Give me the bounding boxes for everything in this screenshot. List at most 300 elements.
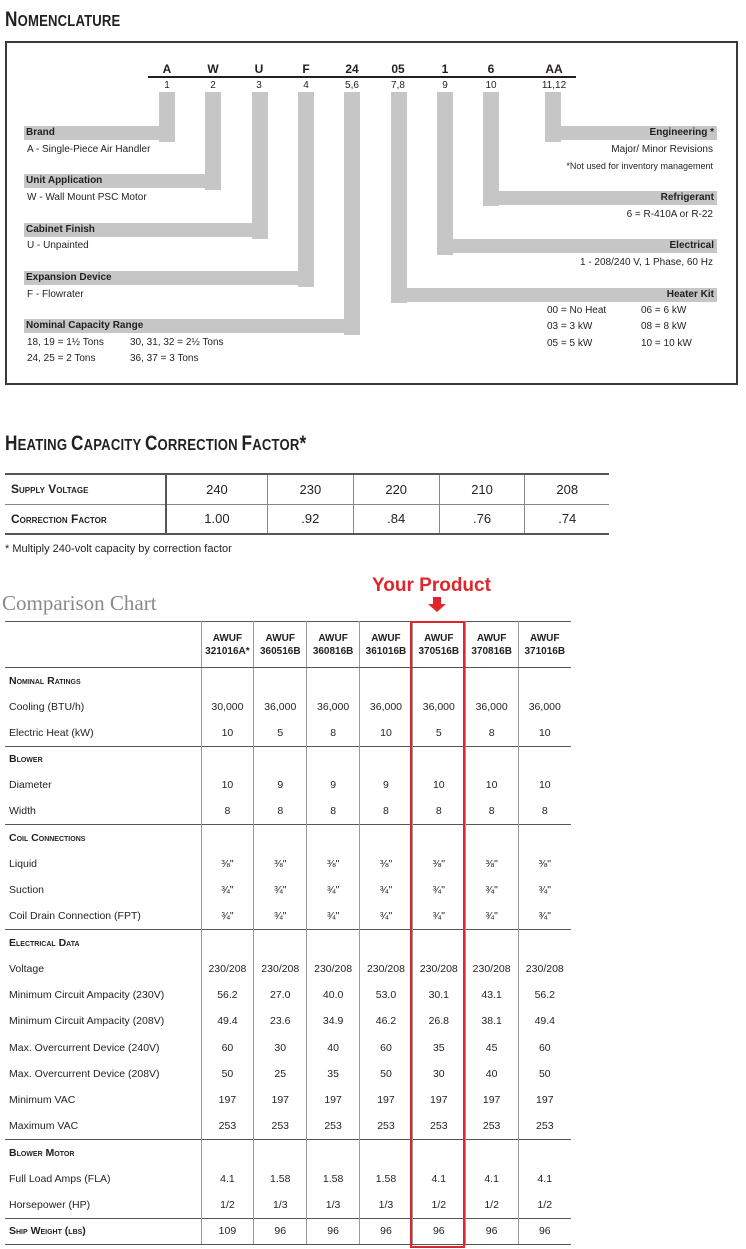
value-cell: 1/2 [537,1198,553,1211]
model-header [412,622,465,668]
label-heater-line6: 10 = 10 kW [641,338,692,349]
code-position-number: 11,12 [541,80,567,91]
model-series: AWUF [476,632,507,644]
value-cell: 230/208 [307,956,360,982]
section-blank-cell [254,1140,307,1166]
value-cell: 8 [360,798,413,824]
code-position-number: 1 [164,80,170,91]
value-cell: 8 [307,720,360,746]
section-heading: Coil Connections [5,825,201,851]
factor-cell: .92 [267,504,353,534]
value-cell: ¾" [360,903,413,929]
connector-heater [391,92,407,303]
section-blank-cell [465,930,518,956]
row-label: Diameter [5,772,201,798]
table-row [5,956,571,982]
value-cell: 5 [412,720,465,746]
section-row [5,668,571,694]
value-cell: 10 [201,772,254,798]
value-cell: 96 [518,1218,571,1244]
value-cell: 50 [201,1061,254,1087]
nomenclature-title: NOMENCLATURE [5,8,121,31]
heating-title-part: C [144,432,158,455]
value-cell: 1.58 [360,1166,413,1192]
row-label: Minimum Circuit Ampacity (230V) [5,982,201,1008]
comparison-title: Comparison Chart [2,591,157,615]
ship-weight-row [5,1218,571,1244]
value-cell: 230/208 [412,956,465,982]
value-cell: 50 [360,1061,413,1087]
value-cell: 253 [465,1113,518,1139]
value-cell: 197 [536,1094,554,1107]
section-blank-cell [307,668,360,694]
section-blank-cell [412,746,465,772]
value-cell: 8 [541,805,548,818]
value-cell: 197 [254,1087,307,1113]
value-cell: ¾" [465,877,518,903]
value-cell: 10 [412,772,465,798]
code-letter: AA [545,62,563,76]
section-row [5,825,571,851]
section-blank-cell [201,1140,254,1166]
comparison-table [5,621,571,1245]
code-position-number: 4 [303,80,309,91]
value-cell: 36,000 [307,694,360,720]
table-row [5,1166,571,1192]
row-label: Minimum VAC [5,1087,201,1113]
section-blank-cell [518,746,571,772]
label-heater-line4: 08 = 8 kW [641,321,687,332]
section-blank-cell [307,930,360,956]
heating-title-part: F [241,432,253,455]
label-expansion-head: Expansion Device [24,271,314,285]
value-cell: 43.1 [465,982,518,1008]
section-row [5,930,571,956]
value-cell: 40 [307,1034,360,1060]
section-blank-cell [465,1140,518,1166]
code-letter: 05 [391,62,405,76]
code-position-number: 2 [210,80,216,91]
model-series: AWUF [371,632,401,644]
section-blank-cell [360,930,413,956]
label-heater-line2: 06 = 6 kW [641,305,687,316]
correction-factor-label: Correction Factor [5,504,166,534]
section-blank-cell [465,746,518,772]
value-cell: 10 [538,779,551,792]
comparison-header-row [5,622,571,668]
model-number: 370516B [418,645,460,657]
value-cell: ¾" [538,910,552,923]
section-row [5,746,571,772]
model-series: AWUF [424,632,454,644]
heating-title-part: H [5,432,18,455]
section-row [5,1140,571,1166]
your-product-label: Your Product [372,575,491,596]
value-cell: 1/2 [412,1192,465,1218]
row-label: Max. Overcurrent Device (240V) [5,1034,201,1060]
section-blank-cell [201,746,254,772]
row-label: Maximum VAC [5,1113,201,1139]
section-blank-cell [201,668,254,694]
ship-weight-label: Ship Weight (lbs) [5,1218,201,1244]
value-cell: 96 [360,1218,413,1244]
value-cell: 1/2 [201,1192,254,1218]
section-blank-cell [518,668,571,694]
model-series: AWUF [212,632,243,644]
value-cell: 197 [307,1087,360,1113]
row-label: Minimum Circuit Ampacity (208V) [5,1008,201,1034]
value-cell: 4.1 [412,1166,465,1192]
section-blank-cell [518,1140,571,1166]
table-row [5,1192,571,1218]
connector-capacity [344,92,360,335]
value-cell: ¾" [538,884,552,897]
value-cell: 40 [465,1061,518,1087]
value-cell: 49.4 [534,1015,555,1028]
code-letter: A [162,62,172,76]
model-number: 370816B [471,645,512,657]
table-row [5,982,571,1008]
label-application-text: W - Wall Mount PSC Motor [27,192,147,203]
value-cell: 230/208 [360,956,413,982]
code-letter: W [207,62,219,76]
value-cell: ¾" [360,877,413,903]
label-refrigerant-text: 6 = R-410A or R-22 [626,209,713,220]
value-cell: 197 [360,1087,413,1113]
factor-cell: .76 [439,504,525,534]
label-capacity-line3: 24, 25 = 2 Tons [27,353,96,364]
section-blank-cell [307,746,360,772]
value-cell: 45 [465,1034,518,1060]
section-blank-cell [412,668,465,694]
section-blank-cell [412,930,465,956]
value-cell: ¾" [412,903,465,929]
voltage-cell: 220 [353,474,439,504]
value-cell: 53.0 [360,982,413,1008]
label-cabinet-head: Cabinet Finish [24,223,268,237]
header-blank [5,622,201,668]
factor-cell: 1.00 [166,504,267,534]
section-blank-cell [254,930,307,956]
value-cell: 50 [538,1067,551,1080]
label-capacity-line4: 36, 37 = 3 Tons [130,353,199,364]
label-engineering-text: Major/ Minor Revisions [611,144,713,155]
value-cell: 230/208 [465,956,518,982]
supply-voltage-label: Supply Voltage [5,474,166,504]
value-cell: 253 [360,1113,413,1139]
value-cell: 46.2 [360,1008,413,1034]
heating-title-part: APACITY [83,437,145,454]
table-row [5,1034,571,1060]
label-engineering-head: Engineering * [545,126,717,140]
value-cell: 1/2 [465,1192,518,1218]
value-cell: 253 [536,1120,554,1133]
value-cell: ¾" [254,877,307,903]
table-row [5,1087,571,1113]
factor-cell: .74 [525,504,609,534]
voltage-cell: 208 [525,474,609,504]
section-blank-cell [360,825,413,851]
row-label: Full Load Amps (FLA) [5,1166,201,1192]
row-label: Max. Overcurrent Device (208V) [5,1061,201,1087]
section-blank-cell [360,668,413,694]
value-cell: 30,000 [201,694,254,720]
value-cell: 96 [307,1218,360,1244]
section-blank-cell [254,746,307,772]
arrow-down-icon [428,597,446,613]
connector-cabinet [252,92,268,239]
value-cell: ¾" [201,877,254,903]
value-cell: 8 [254,798,307,824]
code-position-number: 10 [485,80,497,91]
voltage-cell: 240 [166,474,267,504]
model-series: AWUF [265,632,295,644]
label-capacity-line2: 30, 31, 32 = 2½ Tons [130,337,224,348]
code-position-number: 7,8 [391,80,405,91]
value-cell: 30 [254,1034,307,1060]
value-cell: 36,000 [254,694,307,720]
value-cell: 40.0 [307,982,360,1008]
model-number: 321016A* [205,645,250,657]
section-blank-cell [360,746,413,772]
value-cell: 8 [465,720,518,746]
code-letter: 6 [487,62,495,76]
section-blank-cell [412,825,465,851]
value-cell: 253 [412,1113,465,1139]
row-label: Suction [5,877,201,903]
model-number: 360516B [259,645,301,657]
value-cell: 4.1 [537,1172,553,1185]
section-heading: Nominal Ratings [5,668,201,694]
code-letter: 1 [441,62,449,76]
section-blank-cell [254,825,307,851]
section-blank-cell [360,1140,413,1166]
value-cell: 197 [465,1087,518,1113]
value-cell: 230/208 [201,956,254,982]
heating-title [5,432,306,456]
value-cell: 4.1 [465,1166,518,1192]
code-underline [148,76,576,78]
row-label: Width [5,798,201,824]
value-cell: 30 [412,1061,465,1087]
value-cell: 253 [201,1113,254,1139]
code-letter: U [254,62,264,76]
value-cell: 197 [412,1087,465,1113]
value-cell: 1/3 [254,1192,307,1218]
heating-title-part: ORRECTION [157,437,242,454]
connector-expansion [298,92,314,287]
code-position-number: 3 [256,80,262,91]
section-heading: Blower Motor [5,1140,201,1166]
label-brand-head: Brand [24,126,175,140]
section-blank-cell [307,1140,360,1166]
label-electrical-text: 1 - 208/240 V, 1 Phase, 60 Hz [579,257,713,268]
label-capacity-head: Nominal Capacity Range [24,319,360,333]
value-cell: 60 [201,1034,254,1060]
voltage-cell: 230 [267,474,353,504]
table-row [5,877,571,903]
connector-electrical [437,92,453,255]
model-header [254,622,307,668]
code-letter: 24 [345,62,359,76]
value-cell: 36,000 [360,694,413,720]
value-cell: 1.58 [307,1166,360,1192]
row-label: Liquid [5,851,201,877]
table-row [5,851,571,877]
value-cell: 25 [254,1061,307,1087]
value-cell: 35 [307,1061,360,1087]
row-label: Electric Heat (kW) [5,720,201,746]
label-brand-text: A - Single-Piece Air Handler [27,144,151,155]
section-blank-cell [254,668,307,694]
value-cell: ¾" [254,903,307,929]
section-blank-cell [307,825,360,851]
value-cell: 230/208 [254,956,307,982]
row-label: Cooling (BTU/h) [5,694,201,720]
label-engineering-note: *Not used for inventory management [566,161,713,171]
section-blank-cell [465,668,518,694]
value-cell: ⅜" [412,851,465,877]
model-series: AWUF [318,632,348,644]
value-cell: 10 [360,720,413,746]
value-cell: 35 [412,1034,465,1060]
value-cell: 38.1 [465,1008,518,1034]
code-letter: F [302,62,310,76]
value-cell: 56.2 [534,989,555,1002]
label-heater-line3: 03 = 3 kW [547,321,593,332]
table-row [5,1113,571,1139]
value-cell: 8 [307,798,360,824]
value-cell: 9 [254,772,307,798]
value-cell: 197 [201,1087,254,1113]
heating-title-part: ACTOR [252,437,300,454]
row-label: Horsepower (HP) [5,1192,201,1218]
value-cell: ¾" [307,877,360,903]
label-capacity-line1: 18, 19 = 1½ Tons [27,337,104,348]
value-cell: 8 [412,798,465,824]
table-row [5,798,571,824]
label-refrigerant-head: Refrigerant [483,191,717,205]
row-label: Voltage [5,956,201,982]
code-position-number: 9 [442,80,448,91]
value-cell: ¾" [465,903,518,929]
value-cell: ¾" [412,877,465,903]
value-cell: 1/3 [307,1192,360,1218]
heating-correction-table [5,473,609,535]
model-header [201,622,254,668]
table-row [5,694,571,720]
value-cell: 96 [254,1218,307,1244]
value-cell: 5 [254,720,307,746]
model-number: 361016B [365,645,407,657]
value-cell: 10 [538,726,551,739]
value-cell: 10 [201,720,254,746]
section-blank-cell [201,930,254,956]
value-cell: 8 [465,798,518,824]
supply-voltage-row [5,474,609,504]
value-cell: 8 [201,798,254,824]
value-cell: 96 [412,1218,465,1244]
row-label: Coil Drain Connection (FPT) [5,903,201,929]
model-header [307,622,360,668]
value-cell: ¾" [307,903,360,929]
section-heading: Blower [5,746,201,772]
value-cell: 4.1 [201,1166,254,1192]
value-cell: 60 [360,1034,413,1060]
label-heater-head: Heater Kit [391,288,717,302]
value-cell: 60 [538,1041,551,1054]
value-cell: 36,000 [412,694,465,720]
section-blank-cell [518,930,571,956]
table-row [5,903,571,929]
table-row [5,1008,571,1034]
voltage-cell: 210 [439,474,525,504]
code-position-number: 5,6 [345,80,359,91]
model-header [465,622,518,668]
value-cell: 109 [201,1218,254,1244]
model-series: AWUF [530,632,560,644]
model-number: 371016B [524,645,566,657]
value-cell: ⅜" [538,857,552,870]
value-cell: 23.6 [254,1008,307,1034]
value-cell: 36,000 [528,700,561,713]
section-blank-cell [412,1140,465,1166]
heating-footnote: * Multiply 240-volt capacity by correction factor [5,543,232,555]
model-header [518,622,571,668]
value-cell: 56.2 [201,982,254,1008]
section-blank-cell [518,825,571,851]
label-cabinet-text: U - Unpainted [27,240,89,251]
value-cell: 10 [465,772,518,798]
value-cell: 253 [254,1113,307,1139]
value-cell: 1.58 [254,1166,307,1192]
value-cell: 9 [307,772,360,798]
value-cell: ⅜" [465,851,518,877]
section-blank-cell [465,825,518,851]
value-cell: 9 [360,772,413,798]
model-number: 360816B [312,645,354,657]
heating-title-part: EATING [17,437,71,454]
value-cell: 230/208 [525,962,564,975]
value-cell: 1/3 [360,1192,413,1218]
table-row [5,772,571,798]
value-cell: ⅜" [201,851,254,877]
value-cell: 30.1 [412,982,465,1008]
section-blank-cell [201,825,254,851]
label-electrical-head: Electrical [437,239,717,253]
value-cell: ⅜" [254,851,307,877]
value-cell: 96 [465,1218,518,1244]
value-cell: 253 [307,1113,360,1139]
correction-factor-row [5,504,609,534]
section-heading: Electrical Data [5,930,201,956]
value-cell: 27.0 [254,982,307,1008]
value-cell: ⅜" [360,851,413,877]
connector-refrigerant [483,92,499,206]
table-row [5,720,571,746]
heating-title-part: C [70,432,84,455]
label-heater-line1: 00 = No Heat [547,305,607,316]
value-cell: 49.4 [201,1008,254,1034]
value-cell: ⅜" [307,851,360,877]
value-cell: 26.8 [412,1008,465,1034]
value-cell: 36,000 [465,694,518,720]
label-heater-line5: 05 = 5 kW [547,338,593,349]
value-cell: 34.9 [307,1008,360,1034]
label-application-head: Unit Application [24,174,221,188]
label-expansion-text: F - Flowrater [27,289,84,300]
value-cell: ¾" [201,903,254,929]
